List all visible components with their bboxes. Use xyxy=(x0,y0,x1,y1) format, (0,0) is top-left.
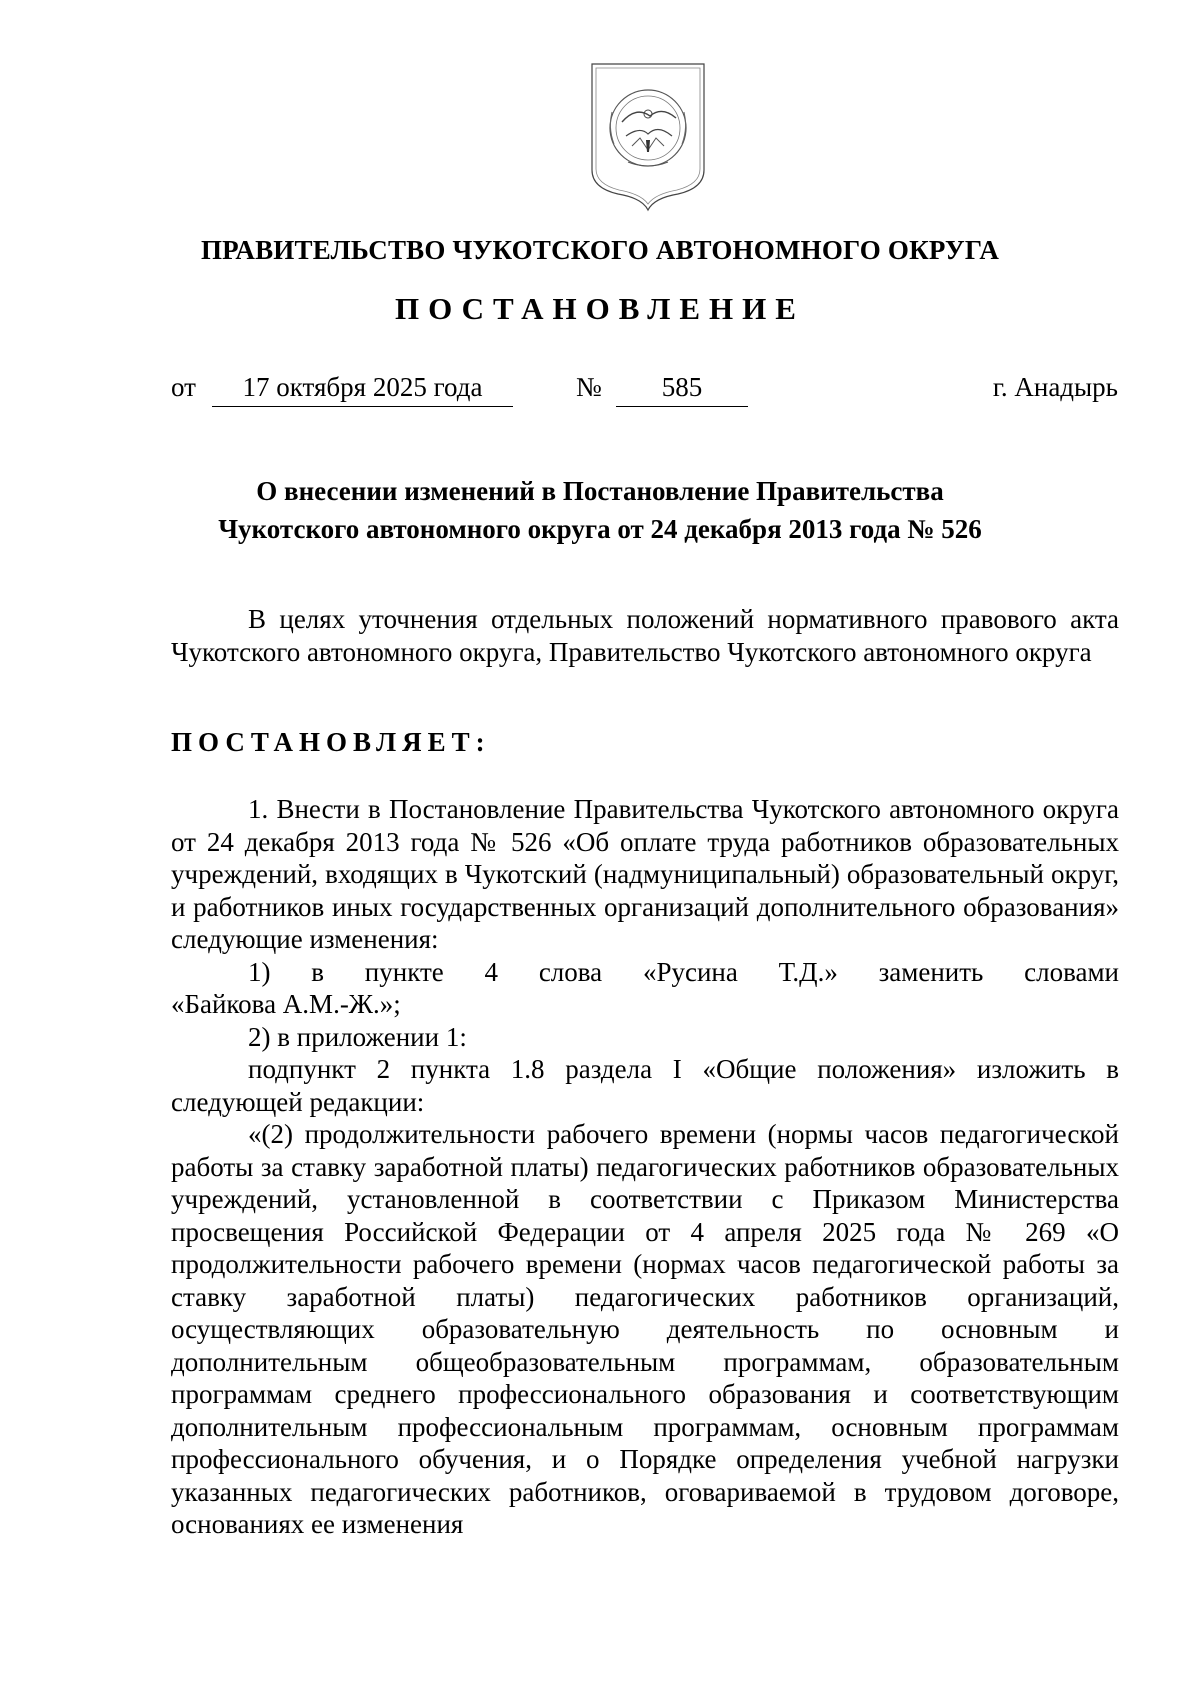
new-wording-text: «(2) продолжительности рабочего времени (нормы часов педагогической работы за ставку заработной платы) педагогических работников образовательных учреждений, установленной в соответствии с Приказом Министерства просвещения Российской Федерации от 4 апреля 2025 года № 269 «О продолжительности рабочего времени (нормах часов педагогической работы за ставку заработной платы) педагогических работников организаций, осуществляющих образовательную деятельность по основным и дополнительным общеобразовательным программам, образовательным программам среднего профессионального образования и соответствующим дополнительным профессиональным программам, основным программам профессионального обучения, и о Порядке определения учебной нагрузки указанных педагогических работников, оговариваемой в трудовом договоре, основаниях ее изменения xyxy=(171,1119,1119,1539)
government-name: ПРАВИТЕЛЬСТВО ЧУКОТСКОГО АВТОНОМНОГО ОКРУГА xyxy=(200,235,1000,265)
from-label: от xyxy=(171,372,196,402)
item-1-sub-1: 1) в пункте 4 слова «Русина Т.Д.» заменить словами xyxy=(248,956,1119,987)
number-label: № xyxy=(576,372,602,402)
item-1-sub-1-cont: «Байкова А.М.-Ж.»; xyxy=(171,989,401,1019)
document-number: 585 xyxy=(616,368,748,407)
resolution-items xyxy=(171,793,1119,1541)
coat-of-arms-emblem xyxy=(588,62,708,212)
preamble xyxy=(171,603,1119,668)
document-date: 17 октября 2025 года xyxy=(212,368,513,407)
document-type: ПОСТАНОВЛЕНИЕ xyxy=(395,291,805,326)
document-subject xyxy=(100,472,1100,548)
subject-line-1: О внесении изменений в Постановление Правительства xyxy=(256,476,944,506)
preamble-text: В целях уточнения отдельных положений нормативного правового акта Чукотского автономного округа, Правительство Чукотского автономного округа xyxy=(171,604,1119,667)
item-1-sub-2-text: подпункт 2 пункта 1.8 раздела I «Общие положения» изложить в следующей редакции: xyxy=(171,1054,1119,1117)
item-1-sub-2: 2) в приложении 1: xyxy=(248,1021,467,1052)
city: г. Анадырь xyxy=(992,372,1118,402)
subject-line-2: Чукотского автономного округа от 24 декабря 2013 года № 526 xyxy=(218,514,982,544)
item-1: 1. Внести в Постановление Правительства Чукотского автономного округа от 24 декабря 2013 года № 526 «Об оплате труда работников образовательных учреждений, входящих в Чукотский (надмуниципальный) образовательный округ, и работников иных государственных организаций дополнительного образования» следующие изменения: xyxy=(171,794,1119,954)
document-meta xyxy=(171,368,1118,412)
resolves-heading: ПОСТАНОВЛЯЕТ: xyxy=(171,727,491,757)
